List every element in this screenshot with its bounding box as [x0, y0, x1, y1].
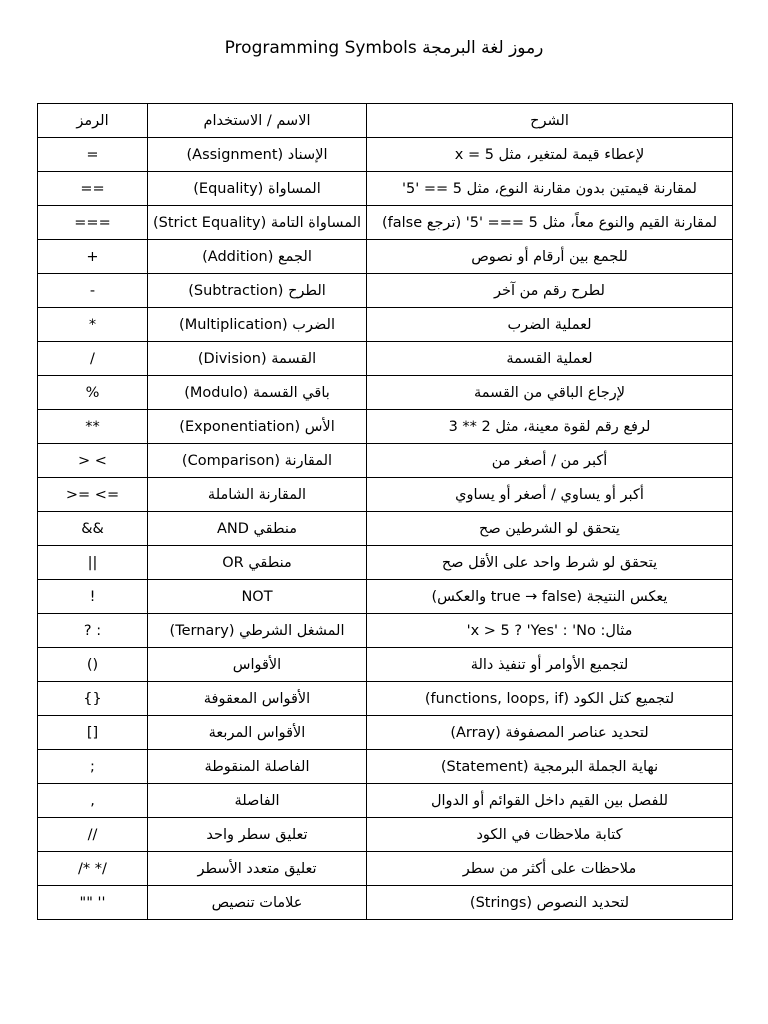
- symbol-cell: &&: [38, 512, 148, 546]
- symbol-cell: []: [38, 716, 148, 750]
- table-row: [38, 614, 733, 648]
- name-cell: الأقواس المعقوفة: [148, 682, 367, 716]
- name-cell: الجمع (Addition): [148, 240, 367, 274]
- table-row: [38, 410, 733, 444]
- name-cell: الأقواس المربعة: [148, 716, 367, 750]
- description-cell: للجمع بين أرقام أو نصوص: [367, 240, 733, 274]
- name-cell: AND منطقي: [148, 512, 367, 546]
- table-row: [38, 852, 733, 886]
- name-cell: الفاصلة المنقوطة: [148, 750, 367, 784]
- description-cell: لرفع رقم لقوة معينة، مثل 2 ** 3: [367, 410, 733, 444]
- description-cell: أكبر من / أصغر من: [367, 444, 733, 478]
- table-row: [38, 206, 733, 240]
- name-cell: الضرب (Multiplication): [148, 308, 367, 342]
- description-cell: للفصل بين القيم داخل القوائم أو الدوال: [367, 784, 733, 818]
- description-cell: لتحديد النصوص (Strings): [367, 886, 733, 920]
- header-description: الشرح: [367, 104, 733, 138]
- name-cell: تعليق متعدد الأسطر: [148, 852, 367, 886]
- description-cell: مثال: x > 5 ? 'Yes' : 'No': [367, 614, 733, 648]
- description-cell: أكبر أو يساوي / أصغر أو يساوي: [367, 478, 733, 512]
- name-cell: الفاصلة: [148, 784, 367, 818]
- name-cell: المقارنة (Comparison): [148, 444, 367, 478]
- table-row: [38, 274, 733, 308]
- description-cell: لعملية القسمة: [367, 342, 733, 376]
- description-cell: لطرح رقم من آخر: [367, 274, 733, 308]
- symbol-cell: **: [38, 410, 148, 444]
- symbol-cell: //: [38, 818, 148, 852]
- name-cell: الإسناد (Assignment): [148, 138, 367, 172]
- document-title: رموز لغة البرمجة Programming Symbols: [224, 38, 544, 58]
- symbol-cell: > <: [38, 444, 148, 478]
- description-cell: لمقارنة القيم والنوع معاً، مثل 5 === '5' (ترجع false): [367, 206, 733, 240]
- description-cell: كتابة ملاحظات في الكود: [367, 818, 733, 852]
- table-row: [38, 172, 733, 206]
- table-row: [38, 342, 733, 376]
- table-row: [38, 478, 733, 512]
- table-row: [38, 750, 733, 784]
- name-cell: الأس (Exponentiation): [148, 410, 367, 444]
- symbol-cell: !: [38, 580, 148, 614]
- table-row: [38, 512, 733, 546]
- description-cell: لمقارنة قيمتين بدون مقارنة النوع، مثل 5 == '5': [367, 172, 733, 206]
- name-cell: الأقواس: [148, 648, 367, 682]
- symbol-cell: ==: [38, 172, 148, 206]
- name-cell: المساواة (Equality): [148, 172, 367, 206]
- description-cell: لإعطاء قيمة لمتغير، مثل x = 5: [367, 138, 733, 172]
- table-row: [38, 818, 733, 852]
- symbol-cell: %: [38, 376, 148, 410]
- symbol-cell: {}: [38, 682, 148, 716]
- symbol-cell: ? :: [38, 614, 148, 648]
- table-row: [38, 716, 733, 750]
- name-cell: NOT: [148, 580, 367, 614]
- description-cell: نهاية الجملة البرمجية (Statement): [367, 750, 733, 784]
- header-name: الاسم / الاستخدام: [148, 104, 367, 138]
- table-row: [38, 376, 733, 410]
- symbol-cell: *: [38, 308, 148, 342]
- name-cell: علامات تنصيص: [148, 886, 367, 920]
- name-cell: المساواة التامة (Strict Equality): [148, 206, 367, 240]
- name-cell: المقارنة الشاملة: [148, 478, 367, 512]
- description-cell: يتحقق لو شرط واحد على الأقل صح: [367, 546, 733, 580]
- table-row: [38, 784, 733, 818]
- symbol-cell: =: [38, 138, 148, 172]
- symbol-cell: -: [38, 274, 148, 308]
- description-cell: لإرجاع الباقي من القسمة: [367, 376, 733, 410]
- table-row: [38, 546, 733, 580]
- name-cell: القسمة (Division): [148, 342, 367, 376]
- description-cell: يعكس النتيجة (true → false والعكس): [367, 580, 733, 614]
- symbol-cell: +: [38, 240, 148, 274]
- table-row: [38, 138, 733, 172]
- symbol-cell: ===: [38, 206, 148, 240]
- description-cell: لتجميع الأوامر أو تنفيذ دالة: [367, 648, 733, 682]
- description-cell: لتجميع كتل الكود (functions, loops, if): [367, 682, 733, 716]
- symbol-cell: >= <=: [38, 478, 148, 512]
- table-row: [38, 240, 733, 274]
- name-cell: الطرح (Subtraction): [148, 274, 367, 308]
- symbol-cell: ,: [38, 784, 148, 818]
- table-row: [38, 580, 733, 614]
- name-cell: المشغل الشرطي (Ternary): [148, 614, 367, 648]
- description-cell: ملاحظات على أكثر من سطر: [367, 852, 733, 886]
- table-header-row: [38, 104, 733, 138]
- table-row: [38, 886, 733, 920]
- table-row: [38, 444, 733, 478]
- symbol-cell: ||: [38, 546, 148, 580]
- table-row: [38, 682, 733, 716]
- name-cell: تعليق سطر واحد: [148, 818, 367, 852]
- symbol-cell: ;: [38, 750, 148, 784]
- symbol-cell: /* */: [38, 852, 148, 886]
- table-row: [38, 308, 733, 342]
- symbol-cell: (): [38, 648, 148, 682]
- header-symbol: الرمز: [38, 104, 148, 138]
- symbol-cell: "" '': [38, 886, 148, 920]
- table-row: [38, 648, 733, 682]
- name-cell: باقي القسمة (Modulo): [148, 376, 367, 410]
- symbol-cell: /: [38, 342, 148, 376]
- description-cell: يتحقق لو الشرطين صح: [367, 512, 733, 546]
- description-cell: لتحديد عناصر المصفوفة (Array): [367, 716, 733, 750]
- description-cell: لعملية الضرب: [367, 308, 733, 342]
- symbols-table: [37, 103, 733, 920]
- name-cell: OR منطقي: [148, 546, 367, 580]
